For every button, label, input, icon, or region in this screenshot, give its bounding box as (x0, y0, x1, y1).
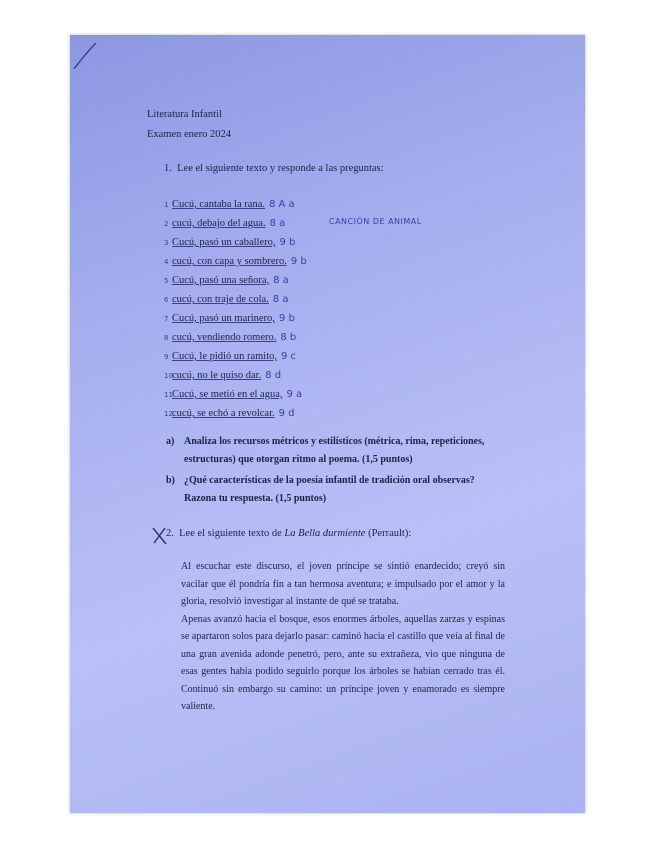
sub-question-label: a) (166, 436, 175, 447)
poem-line (164, 214, 307, 233)
line-number: 11 (164, 391, 173, 399)
line-number: 12 (164, 410, 173, 418)
poem-line (164, 328, 307, 347)
course-title: Literatura Infantil (147, 109, 222, 120)
poem (164, 195, 307, 423)
handwritten-note: 9 a (286, 389, 303, 400)
handwritten-note: 9 b (290, 256, 307, 267)
line-text: Cucú, se metió en el agua, (172, 389, 283, 400)
question-2-work: La Bella durmiente (284, 528, 366, 539)
line-number: 8 (164, 334, 169, 342)
line-text: Cucú, pasó un caballero, (172, 237, 276, 248)
poem-line (164, 385, 307, 404)
pen-stroke-mark (70, 35, 130, 75)
line-number: 1 (164, 201, 169, 209)
line-text: cucú, debajo del agua. (172, 218, 266, 229)
question-2-suffix: (Perrault): (368, 528, 412, 539)
poem-line (164, 271, 307, 290)
line-number: 9 (164, 353, 169, 361)
sub-question-text: Analiza los recursos métricos y estilísticos (métrica, rima, repeticiones, estructuras) que otorgan ritmo al poema. (1,5 puntos) (184, 436, 485, 465)
line-text: Cucú, pasó una señora, (172, 275, 270, 286)
handwritten-note: 9 c (281, 351, 297, 362)
line-text: cucú, vendiendo romero. (172, 332, 277, 343)
handwritten-note: 8 a (273, 275, 289, 286)
exam-sheet (70, 35, 585, 813)
line-text: Cucú, le pidió un ramito, (172, 351, 277, 362)
handwritten-note: 9 d (278, 408, 295, 419)
line-number: 2 (164, 220, 169, 228)
sub-question-b (166, 472, 506, 507)
poem-line (164, 366, 307, 385)
line-number: 3 (164, 239, 169, 247)
passage-paragraph: Apenas avanzó hacia el bosque, esos enormes árboles, aquellas zarzas y espinas se apartaron solos para dejarlo pasar: caminó hacia el castillo que veía al final de una gran avenida adonde penetró, pero, ante su extrañeza, vio que ninguna de esas gentes había podido seguirlo porque los árboles se habían cerrado tras él. Continuó sin embargo su camino: un príncipe joven y enamorado es siempre valiente. (181, 613, 505, 712)
handwritten-note: 9 b (278, 313, 295, 324)
poem-line (164, 195, 307, 214)
line-number: 6 (164, 296, 169, 304)
question-1-title (164, 163, 384, 174)
question-2-prefix: Lee el siguiente texto de (179, 528, 282, 539)
exam-date: Examen enero 2024 (147, 129, 231, 140)
line-text: cucú, con traje de cola. (172, 294, 269, 305)
line-text: Cucú, pasó un marinero, (172, 313, 275, 324)
line-number: 5 (164, 277, 169, 285)
question-2-title (166, 528, 411, 539)
question-2-number: 2. (166, 528, 174, 539)
line-text: Cucú, cantaba la rana. (172, 199, 265, 210)
sub-question-label: b) (166, 475, 175, 486)
handwritten-note: 8 A a (269, 199, 295, 210)
question-1-number: 1. (164, 163, 172, 174)
handwritten-note: 9 b (279, 237, 296, 248)
margin-note: CANCIÓN DE ANIMAL (329, 217, 422, 226)
sub-question-a (166, 433, 506, 468)
handwritten-note: 8 b (280, 332, 297, 343)
poem-line (164, 347, 307, 366)
line-text: cucú, se echó a revolcar. (172, 408, 275, 419)
handwritten-note: 8 a (269, 218, 286, 229)
handwritten-note: 8 d (265, 370, 282, 381)
line-text: cucú, con capa y sombrero. (172, 256, 287, 267)
poem-line (164, 404, 307, 423)
sub-question-text: ¿Qué características de la poesía infantil de tradición oral observas? Razona tu respuesta. (1,5 puntos) (184, 475, 475, 504)
line-text: cucú, no le quiso dar. (172, 370, 262, 381)
passage (181, 558, 505, 716)
line-number: 7 (164, 315, 169, 323)
poem-line (164, 233, 307, 252)
poem-line (164, 252, 307, 271)
question-1-text: Lee el siguiente texto y responde a las preguntas: (177, 163, 384, 174)
poem-line (164, 290, 307, 309)
passage-paragraph: Al escuchar este discurso, el joven príncipe se sintió enardecido; creyó sin vacilar que él pondría fin a tan hermosa aventura; e impulsado por el amor y la gloria, resolvió investigar al instante de qué se trataba. (181, 561, 505, 607)
line-number: 4 (164, 258, 169, 266)
line-number: 10 (164, 372, 173, 380)
handwritten-note: 8 a (272, 294, 289, 305)
poem-line (164, 309, 307, 328)
